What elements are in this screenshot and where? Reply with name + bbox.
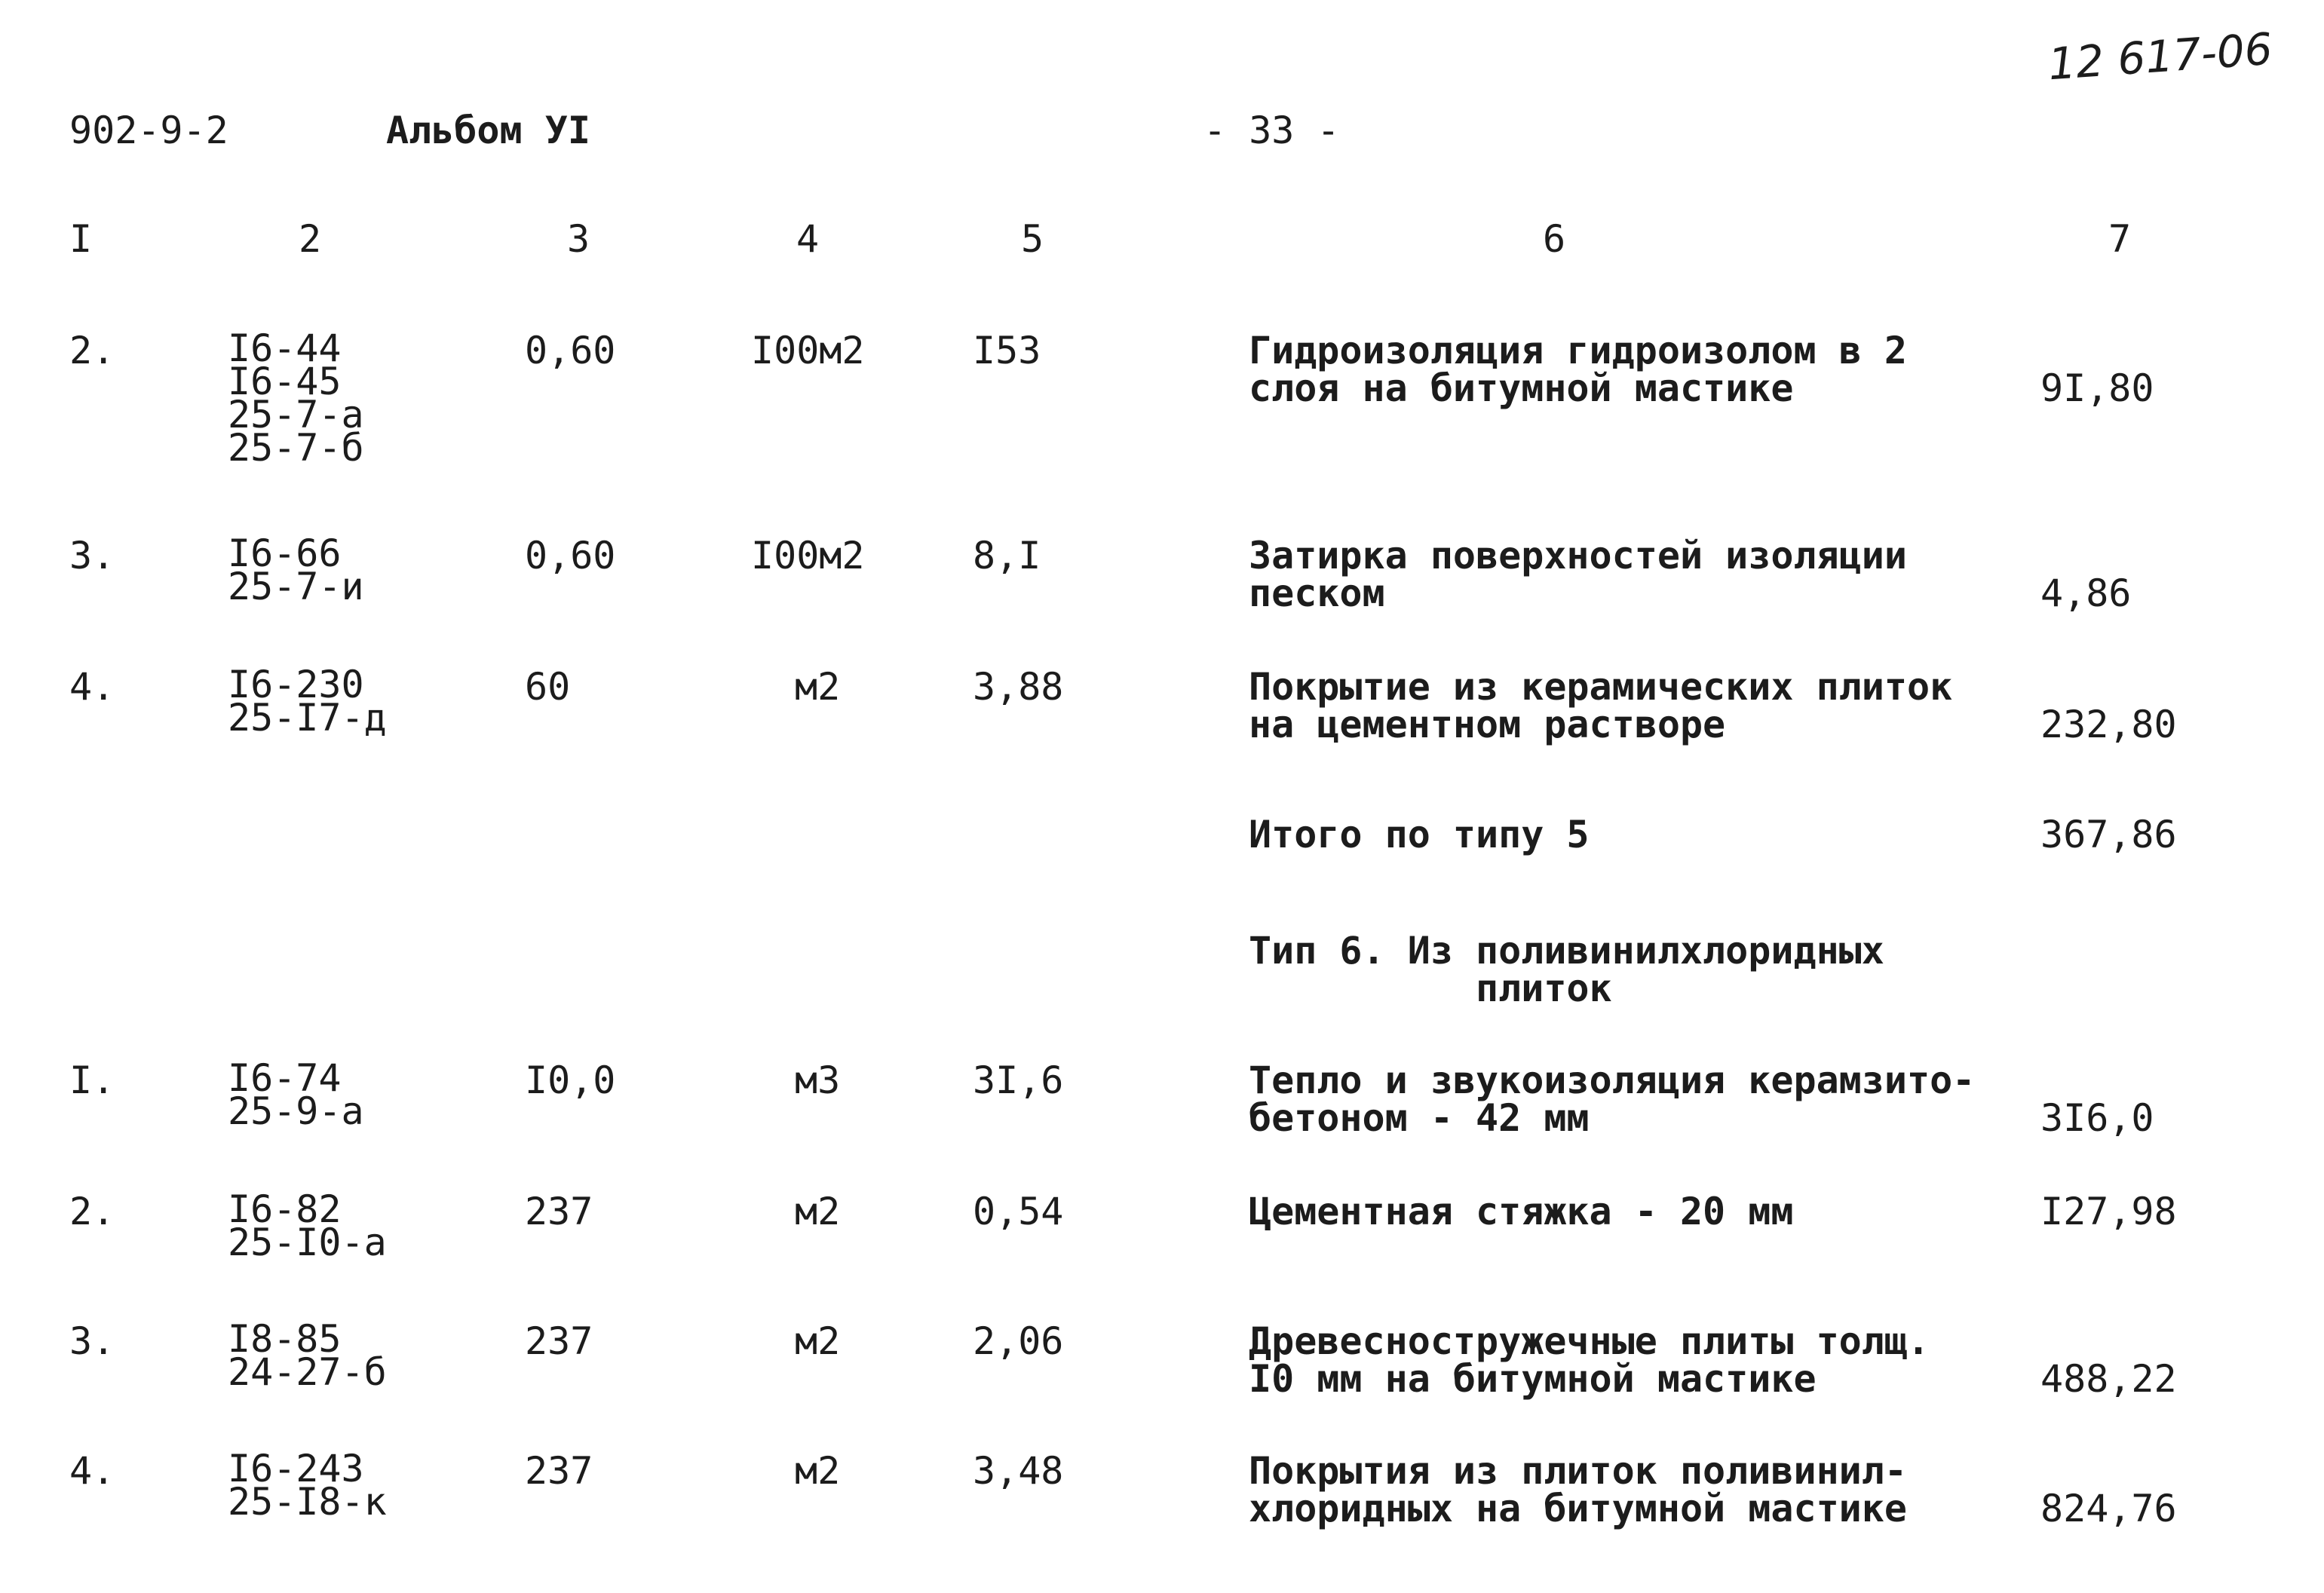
norm-codes: I8-85 24-27-б <box>228 1317 387 1394</box>
unit-price: 3,48 <box>973 1449 1064 1493</box>
unit: м2 <box>795 665 841 709</box>
column-header-6: 6 <box>1543 217 1566 261</box>
column-header-3: 3 <box>567 217 590 261</box>
section-heading: Тип 6. Из поливинилхлоридных плиток <box>1249 929 1884 1010</box>
work-description: Покрытие из керамических плиток на цементном растворе <box>1249 665 1953 746</box>
unit: I00м2 <box>751 329 865 372</box>
unit-price: 8,I <box>973 534 1041 577</box>
norm-codes: I6-66 25-7-и <box>228 532 364 608</box>
row-number: 2. <box>69 1190 115 1233</box>
row-total: 488,22 <box>2040 1357 2177 1401</box>
column-header-1: I <box>69 217 93 261</box>
norm-codes: I6-243 25-I8-к <box>228 1447 387 1524</box>
row-total: 9I,80 <box>2040 366 2154 410</box>
work-description: Цементная стяжка - 20 мм <box>1249 1190 1794 1233</box>
unit: м3 <box>795 1058 841 1102</box>
subtotal-value: 367,86 <box>2040 813 2177 856</box>
norm-codes: I6-230 25-I7-д <box>228 663 387 740</box>
unit: I00м2 <box>751 534 865 577</box>
column-header-5: 5 <box>1021 217 1044 261</box>
page-number: - 33 - <box>1203 109 1340 152</box>
row-total: 824,76 <box>2040 1487 2177 1530</box>
album-label: Альбом УI <box>386 109 590 152</box>
column-header-2: 2 <box>299 217 322 261</box>
document-code: 902-9-2 <box>69 109 228 152</box>
quantity: 237 <box>525 1449 593 1493</box>
row-total: 232,80 <box>2040 703 2177 746</box>
unit: м2 <box>795 1449 841 1493</box>
subtotal-label: Итого по типу 5 <box>1249 813 1590 856</box>
work-description: Покрытия из плиток поливинил- хлоридных на битумной мастике <box>1249 1449 1907 1530</box>
row-number: 3. <box>69 1319 115 1363</box>
unit: м2 <box>795 1190 841 1233</box>
quantity: 60 <box>525 665 571 709</box>
unit-price: 2,06 <box>973 1319 1064 1363</box>
row-number: 2. <box>69 329 115 372</box>
unit-price: 0,54 <box>973 1190 1064 1233</box>
work-description: Затирка поверхностей изоляции песком <box>1249 534 1907 615</box>
row-total: I27,98 <box>2040 1190 2177 1233</box>
work-description: Гидроизоляция гидроизолом в 2 слоя на битумной мастике <box>1249 329 1907 410</box>
row-number: 3. <box>69 534 115 577</box>
unit-price: 3,88 <box>973 665 1064 709</box>
quantity: 237 <box>525 1190 593 1233</box>
handwritten-stamp: 12 617-06 <box>2046 23 2274 90</box>
row-number: 4. <box>69 1449 115 1493</box>
row-number: I. <box>69 1058 115 1102</box>
quantity: 0,60 <box>525 329 616 372</box>
unit-price: I53 <box>973 329 1041 372</box>
row-total: 4,86 <box>2040 571 2132 615</box>
norm-codes: I6-82 25-I0-а <box>228 1187 387 1264</box>
work-description: Тепло и звукоизоляция керамзито- бетоном - 42 мм <box>1249 1058 1976 1140</box>
norm-codes: I6-74 25-9-а <box>228 1056 364 1133</box>
unit: м2 <box>795 1319 841 1363</box>
unit-price: 3I,6 <box>973 1058 1064 1102</box>
column-header-7: 7 <box>2108 217 2132 261</box>
quantity: 0,60 <box>525 534 616 577</box>
row-number: 4. <box>69 665 115 709</box>
column-header-4: 4 <box>796 217 820 261</box>
work-description: Древесностружечные плиты толщ. I0 мм на битумной мастике <box>1249 1319 1930 1401</box>
norm-codes: I6-44 I6-45 25-7-а 25-7-б <box>228 326 364 470</box>
row-total: 3I6,0 <box>2040 1096 2154 1140</box>
quantity: 237 <box>525 1319 593 1363</box>
quantity: I0,0 <box>525 1058 616 1102</box>
